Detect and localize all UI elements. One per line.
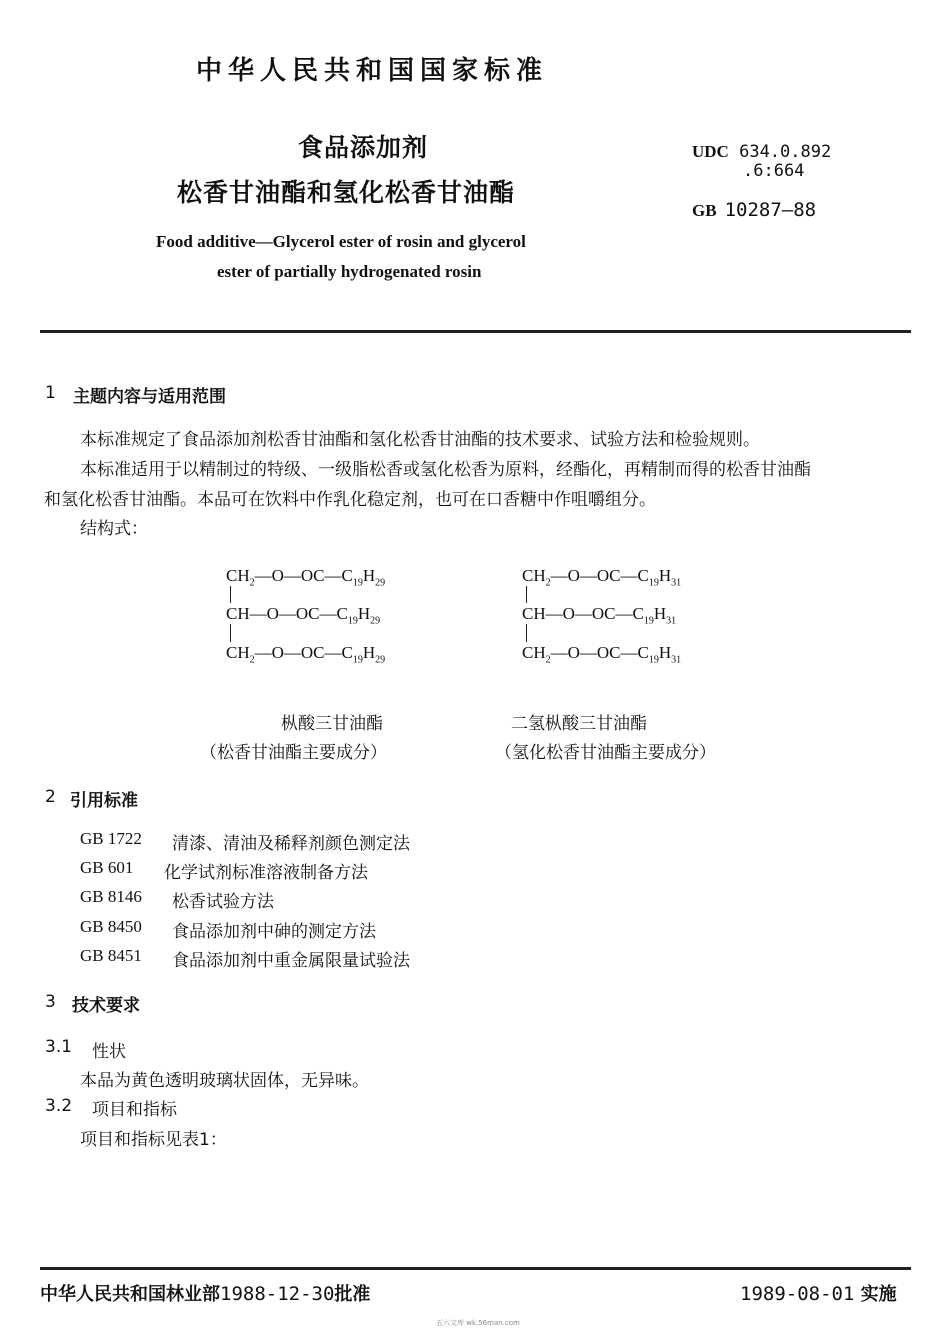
ref-code: GB 8146 xyxy=(80,887,142,906)
formula-right-line2: $CH—O—OC—C_{19}H_{31}$ xyxy=(522,604,677,627)
footer-implementation xyxy=(740,1280,897,1306)
section1-title: 主题内容与适用范围 xyxy=(73,387,226,407)
ref-code: GB 8451 xyxy=(80,946,142,965)
ref-title: 松香试验方法 xyxy=(172,892,274,912)
udc-label: UDC xyxy=(692,142,729,161)
gb-number-value: 10287—88 xyxy=(724,199,817,221)
impl-date: 1989-08-01 xyxy=(740,1283,855,1305)
formula-left-name: 枞酸三甘油酯 xyxy=(281,714,383,734)
formula-right-name: 二氢枞酸三甘油酯 xyxy=(511,714,647,734)
section3-2-number: 3.2 xyxy=(45,1096,73,1116)
section3-title: 技术要求 xyxy=(72,996,140,1016)
section3-1-title: 性状 xyxy=(92,1042,126,1062)
section3-2-text: 项目和指标见表1： xyxy=(80,1130,227,1150)
ref-title: 食品添加剂中砷的测定方法 xyxy=(172,922,376,942)
title-cn-line2: 松香甘油酯和氢化松香甘油酯 xyxy=(177,178,516,207)
approve-label: 批准 xyxy=(334,1284,371,1305)
formula-left-note: （松香甘油酯主要成分） xyxy=(200,743,387,763)
section1-para1: 本标准规定了食品添加剂松香甘油酯和氢化松香甘油酯的技术要求、试验方法和检验规则。 xyxy=(80,430,760,450)
section3-1-number: 3.1 xyxy=(45,1037,73,1057)
formula-left-line3: $CH_2—O—OC—C_{19}H_{29}$ xyxy=(226,643,386,666)
section1-para2-line2: 和氢化松香甘油酯。本品可在饮料中作乳化稳定剂，也可在口香糖中作咀嚼组分。 xyxy=(44,490,656,510)
header-divider xyxy=(40,330,911,333)
formula-left-bond2 xyxy=(230,624,231,642)
formula-right-note: （氢化松香甘油酯主要成分） xyxy=(495,743,716,763)
national-standard-heading: 中华人民共和国国家标准 xyxy=(196,56,549,86)
formula-right-bond1 xyxy=(526,586,527,603)
approve-date: 1988-12-30 xyxy=(220,1283,335,1305)
gb-label: GB xyxy=(692,201,717,220)
ref-code: GB 1722 xyxy=(80,829,142,848)
issuer: 中华人民共和国林业部 xyxy=(40,1284,220,1305)
ref-title: 清漆、清油及稀释剂颜色测定法 xyxy=(172,834,410,854)
formula-left-line1: $CH_2—O—OC—C_{19}H_{29}$ xyxy=(226,566,386,589)
ref-code: GB 8450 xyxy=(80,917,142,936)
footer-approval xyxy=(40,1280,370,1306)
formula-right-line3: $CH_2—O—OC—C_{19}H_{31}$ xyxy=(522,643,682,666)
watermark: 五六文库 wk.56man.com xyxy=(436,1319,520,1327)
gb-number xyxy=(692,199,816,221)
section2-title: 引用标准 xyxy=(70,791,138,811)
section3-2-title: 项目和指标 xyxy=(92,1100,177,1120)
udc-code xyxy=(692,142,831,162)
section2-number: 2 xyxy=(45,787,56,807)
structure-label: 结构式： xyxy=(80,519,148,539)
formula-right-bond2 xyxy=(526,624,527,642)
formula-left-line2: $CH—O—OC—C_{19}H_{29}$ xyxy=(226,604,381,627)
section1-para2-line1: 本标准适用于以精制过的特级、一级脂松香或氢化松香为原料，经酯化，再精制而得的松香甘油酯 xyxy=(80,460,811,480)
udc-value-line1: 634.0.892 xyxy=(739,142,832,162)
title-en-line2: ester of partially hydrogenated rosin xyxy=(217,262,482,281)
footer-divider xyxy=(40,1267,911,1270)
section3-1-text: 本品为黄色透明玻璃状固体，无异味。 xyxy=(80,1071,369,1091)
title-en-line1: Food additive—Glycerol ester of rosin and glycerol xyxy=(156,232,526,251)
impl-label: 实施 xyxy=(860,1284,897,1305)
formula-left-bond1 xyxy=(230,586,231,603)
ref-title: 化学试剂标准溶液制备方法 xyxy=(164,863,368,883)
section3-number: 3 xyxy=(45,992,56,1012)
ref-title: 食品添加剂中重金属限量试验法 xyxy=(172,951,410,971)
udc-value-line2: .6:664 xyxy=(743,161,805,181)
section1-number: 1 xyxy=(45,383,56,403)
ref-code: GB 601 xyxy=(80,858,134,877)
title-cn-line1: 食品添加剂 xyxy=(298,133,429,162)
formula-right-line1: $CH_2—O—OC—C_{19}H_{31}$ xyxy=(522,566,682,589)
